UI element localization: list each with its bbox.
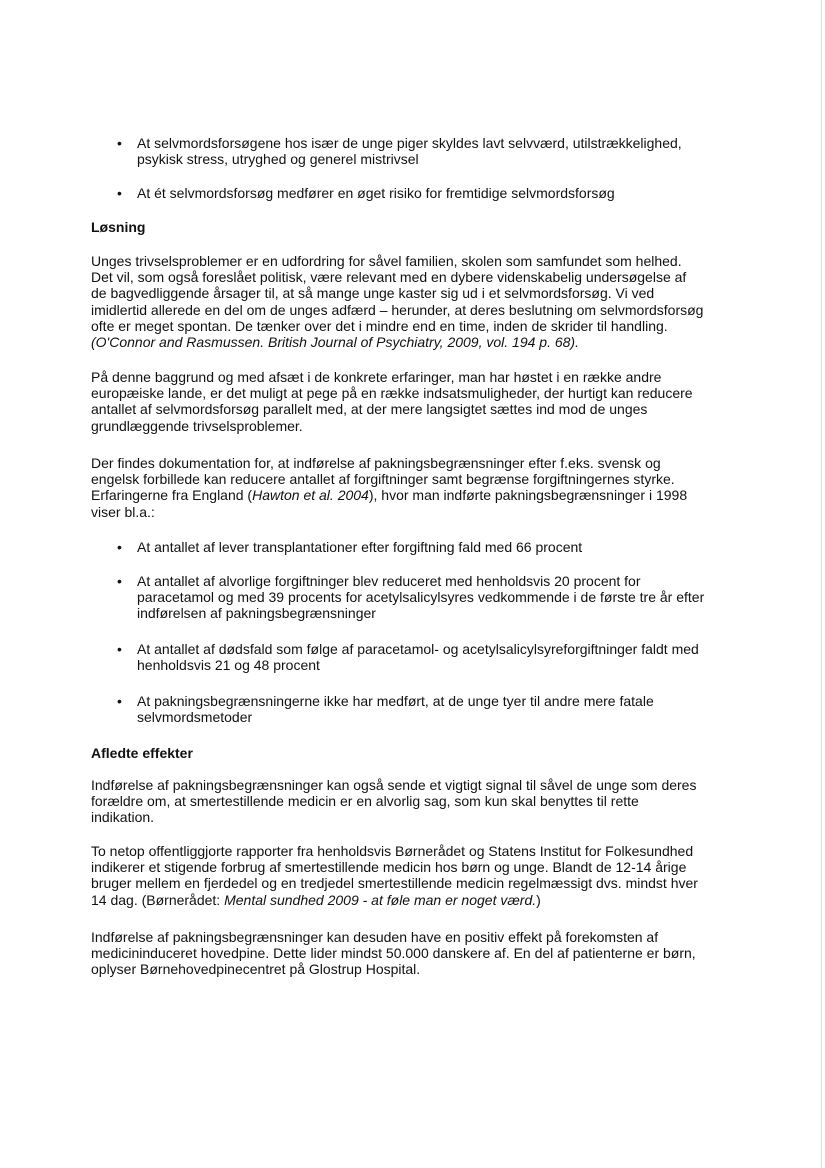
line: imidlertid allerede en del om de unges adfærd – herunder, at deres beslutning om selvmordsforsøg	[91, 301, 704, 318]
paragraph	[91, 253, 741, 350]
line: viser bl.a.:	[91, 503, 155, 520]
line: Det vil, som også foreslået politisk, være relevant med en dybere videnskabelig undersøgelse af	[91, 269, 687, 286]
line: På denne baggrund og med afsæt i de konkrete erfaringer, man har høstet i en række andre	[91, 369, 662, 385]
line: Erfaringerne fra England (Hawton et al. 2004), hvor man indførte pakningsbegrænsninger i 1998	[91, 487, 688, 504]
paragraph	[91, 843, 741, 908]
bullet-icon: •	[117, 135, 122, 151]
citation: Mental sundhed 2009 - at føle man er noget værd.	[224, 891, 537, 908]
bullet-icon: •	[117, 539, 122, 555]
line: At selvmordsforsøgene hos især de unge piger skyldes lavt selvværd, utilstrækkelighed,	[137, 135, 682, 151]
paragraph	[91, 369, 741, 434]
line: medicininduceret hovedpine. Dette lider mindst 50.000 danskere af. En del af patienterne er børn,	[91, 945, 696, 962]
line: europæiske lande, er det muligt at pege på en række indsatsmuligheder, der hurtigt kan reducere	[91, 385, 693, 402]
line: bruger mellem en fjerdedel og en tredjedel smertestillende medicin regelmæssigt dvs. mindst hver	[91, 875, 698, 892]
line: At antallet af alvorlige forgiftninger blev reduceret med henholdsvis 20 procent for	[137, 573, 641, 589]
line: 14 dag. (Børnerådet: Mental sundhed 2009 - at føle man er noget værd.)	[91, 891, 541, 908]
line: de bagvedliggende årsager til, at så mange unge kaster sig ud i et selvmordsforsøg. Vi ved	[91, 285, 655, 302]
line: engelsk forbillede kan reducere antallet af forgiftninger samt begrænse forgiftningernes styrke.	[91, 471, 675, 488]
line: henholdsvis 21 og 48 procent	[137, 657, 320, 674]
line: grundlæggende trivselsproblemer.	[91, 417, 303, 434]
heading-losning: Løsning	[91, 219, 146, 235]
bullet-icon: •	[117, 693, 122, 709]
line: To netop offentliggjorte rapporter fra henholdsvis Børnerådet og Statens Institut for Folkesundhed	[91, 843, 694, 859]
line: selvmordsmetoder	[137, 709, 253, 726]
line: Der findes dokumentation for, at indførelse af pakningsbegrænsninger efter f.eks. svensk og	[91, 455, 661, 471]
line: Unges trivselsproblemer er en udfordring for såvel familien, skolen som samfundet som helhed.	[91, 253, 682, 269]
line: At ét selvmordsforsøg medfører en øget risiko for fremtidige selvmordsforsøg	[137, 185, 615, 201]
bullet-icon: •	[117, 573, 122, 589]
heading-afledte-effekter: Afledte effekter	[91, 745, 193, 761]
line: forældre om, at smertestillende medicin er en alvorlig sag, som kun skal benyttes til rette	[91, 793, 639, 810]
line: Indførelse af pakningsbegrænsninger kan desuden have en positiv effekt på forekomsten af	[91, 929, 659, 945]
line: ofte er meget spontan. De tænker over det i mindre end en time, inden de skrider til handling.	[91, 317, 668, 334]
line: psykisk stress, utryghed og generel mistrivsel	[137, 151, 419, 168]
line: oplyser Børnehovedpinecentret på Glostrup Hospital.	[91, 961, 421, 978]
paragraph	[91, 777, 741, 826]
citation: Hawton et al. 2004	[252, 487, 369, 504]
bullet-icon: •	[117, 641, 122, 657]
line: indikation.	[91, 809, 155, 826]
line: At antallet af dødsfald som følge af paracetamol- og acetylsalicylsyreforgiftninger faldt med	[137, 641, 699, 657]
line: antallet af selvmordsforsøg parallelt med, at der mere langsigtet sættes ind mod de unges	[91, 401, 648, 418]
bullet-icon: •	[117, 185, 122, 201]
line: At pakningsbegrænsningerne ikke har medført, at de unge tyer til andre mere fatale	[137, 693, 654, 709]
paragraph	[91, 929, 741, 978]
line: paracetamol og med 39 procents for acetylsalicylsyres vedkommende i de første tre år efter	[137, 589, 705, 606]
line: indikerer et stigende forbrug af smertestillende medicin hos børn og unge. Blandt de 12-14 årige	[91, 859, 687, 876]
scan-edge	[821, 0, 822, 1168]
citation: (O'Connor and Rasmussen. British Journal of Psychiatry, 2009, vol. 194 p. 68).	[91, 334, 579, 351]
paragraph	[91, 455, 741, 520]
line: Indførelse af pakningsbegrænsninger kan også sende et vigtigt signal til såvel de unge som deres	[91, 777, 697, 793]
line: indførelsen af pakningsbegrænsninger	[137, 605, 376, 622]
line: At antallet af lever transplantationer efter forgiftning fald med 66 procent	[137, 539, 583, 555]
